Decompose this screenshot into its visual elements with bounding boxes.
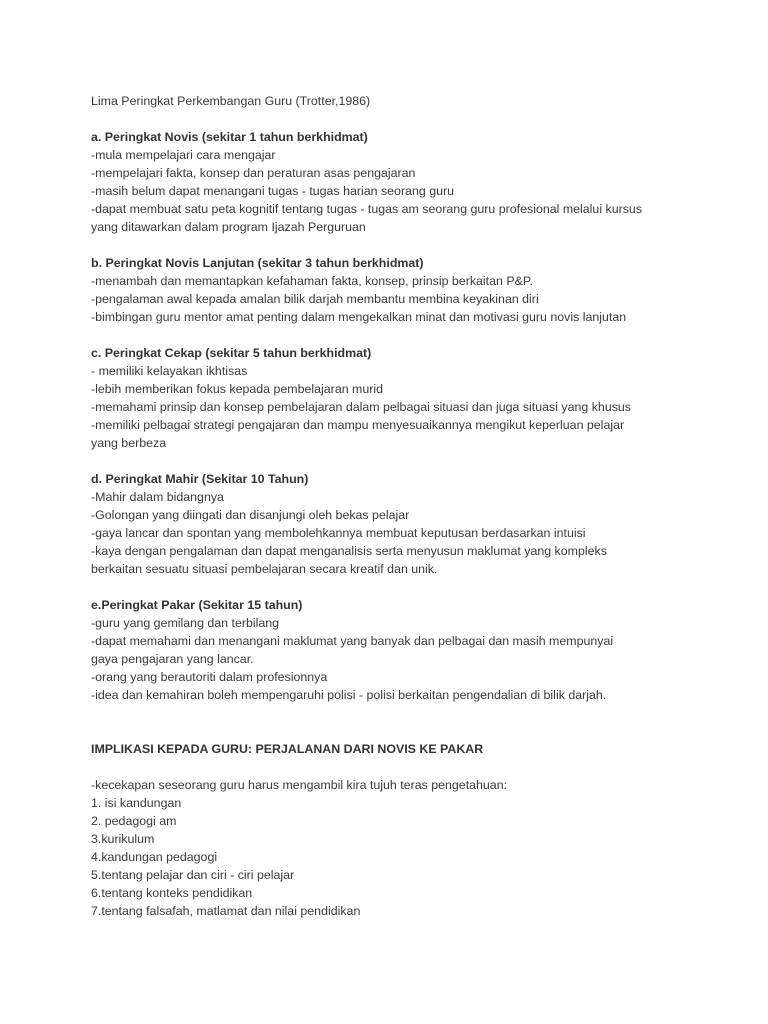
section-cekap: [91, 344, 711, 452]
section-heading: c. Peringkat Cekap (sekitar 5 tahun berkhidmat): [91, 346, 372, 360]
section-line: -mempelajari fakta, konsep dan peraturan asas pengajaran: [91, 166, 416, 180]
section-heading: e.Peringkat Pakar (Sekitar 15 tahun): [91, 598, 303, 612]
section-mahir: [91, 470, 711, 578]
document-page: [91, 92, 711, 920]
list-item: 5.tentang pelajar dan ciri - ciri pelajar: [91, 868, 295, 882]
section-line: -idea dan kemahiran boleh mempengaruhi polisi - polisi berkaitan pengendalian di bilik darjah.: [91, 688, 607, 702]
section-implikasi: [91, 740, 711, 758]
implication-body: [91, 776, 711, 920]
section-line: -guru yang gemilang dan terbilang: [91, 616, 280, 630]
section-heading: a. Peringkat Novis (sekitar 1 tahun berkhidmat): [91, 130, 368, 144]
list-item: 4.kandungan pedagogi: [91, 850, 218, 864]
section-line: -gaya lancar dan spontan yang membolehkannya membuat keputusan berdasarkan intuisi: [91, 526, 586, 540]
section-line: -bimbingan guru mentor amat penting dalam mengekalkan minat dan motivasi guru novis lanjutan: [91, 310, 627, 324]
section-line: -memahami prinsip dan konsep pembelajaran dalam pelbagai situasi dan juga situasi yang khusus: [91, 400, 631, 414]
list-item: 6.tentang konteks pendidikan: [91, 886, 253, 900]
section-line: - memiliki kelayakan ikhtisas: [91, 364, 248, 378]
list-item: 3.kurikulum: [91, 832, 155, 846]
implication-heading: IMPLIKASI KEPADA GURU: PERJALANAN DARI NOVIS KE PAKAR: [91, 742, 484, 756]
list-item: 2. pedagogi am: [91, 814, 177, 828]
section-line: berkaitan sesuatu situasi pembelajaran secara kreatif dan unik.: [91, 562, 438, 576]
section-line: -mula mempelajari cara mengajar: [91, 148, 276, 162]
section-line: -menambah dan memantapkan kefahaman fakta, konsep, prinsip berkaitan P&P.: [91, 274, 533, 288]
section-line: -dapat memahami dan menangani maklumat yang banyak dan pelbagai dan masih mempunyai: [91, 634, 614, 648]
section-line: -pengalaman awal kepada amalan bilik darjah membantu membina keyakinan diri: [91, 292, 539, 306]
section-heading: b. Peringkat Novis Lanjutan (sekitar 3 tahun berkhidmat): [91, 256, 424, 270]
section-novis-lanjutan: [91, 254, 711, 326]
section-line: gaya pengajaran yang lancar.: [91, 652, 254, 666]
section-line: -Golongan yang diingati dan disanjungi oleh bekas pelajar: [91, 508, 410, 522]
spacer: [91, 722, 711, 740]
section-line: yang berbeza: [91, 436, 167, 450]
section-line: yang ditawarkan dalam program Ijazah Perguruan: [91, 220, 366, 234]
section-line: -memiliki pelbagai strategi pengajaran dan mampu menyesuaikannya mengikut keperluan pelajar: [91, 418, 625, 432]
section-line: -lebih memberikan fokus kepada pembelajaran murid: [91, 382, 384, 396]
section-heading: d. Peringkat Mahir (Sekitar 10 Tahun): [91, 472, 309, 486]
section-line: -kaya dengan pengalaman dan dapat menganalisis serta menyusun maklumat yang kompleks: [91, 544, 607, 558]
list-item: 1. isi kandungan: [91, 796, 182, 810]
section-line: -Mahir dalam bidangnya: [91, 490, 224, 504]
implication-intro: -kecekapan seseorang guru harus mengambil kira tujuh teras pengetahuan:: [91, 778, 508, 792]
section-pakar: [91, 596, 711, 704]
section-novis: [91, 128, 711, 236]
list-item: 7.tentang falsafah, matlamat dan nilai pendidikan: [91, 904, 361, 918]
section-line: -dapat membuat satu peta kognitif tentang tugas - tugas am seorang guru profesional melalui kursus: [91, 202, 643, 216]
section-line: -orang yang berautoriti dalam profesionnya: [91, 670, 328, 684]
section-line: -masih belum dapat menangani tugas - tugas harian seorang guru: [91, 184, 454, 198]
document-title: Lima Peringkat Perkembangan Guru (Trotter,1986): [91, 94, 371, 108]
